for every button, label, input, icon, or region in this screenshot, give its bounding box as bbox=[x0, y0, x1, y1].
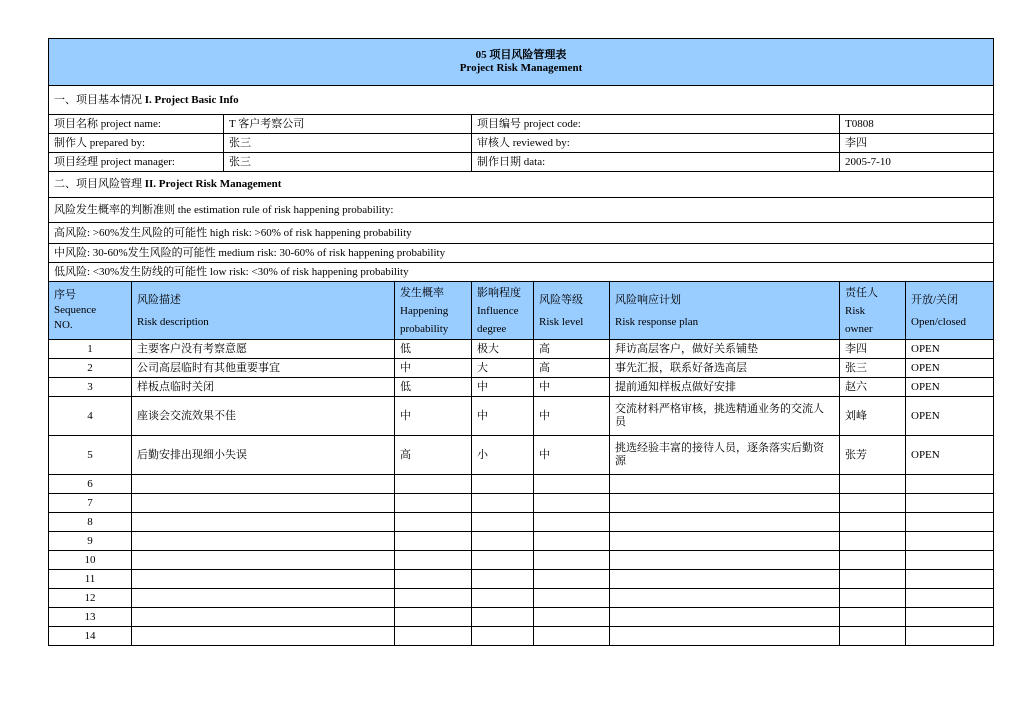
row-owner-cell: 李四 bbox=[840, 340, 906, 359]
row-plan-cell: 提前通知样板点做好安排 bbox=[610, 378, 840, 397]
row-plan-cell bbox=[610, 627, 840, 646]
row-level-cell bbox=[534, 532, 610, 551]
row-level-cell: 中 bbox=[534, 436, 610, 475]
row-impact-cell bbox=[472, 627, 534, 646]
row-desc-cell: 主要客户没有考察意愿 bbox=[132, 340, 395, 359]
row-prob-cell: 低 bbox=[395, 378, 472, 397]
row-desc-cell bbox=[132, 627, 395, 646]
row-seq-cell: 5 bbox=[49, 436, 132, 475]
row-seq-cell: 2 bbox=[49, 359, 132, 378]
info-label: 项目编号 project code: bbox=[472, 115, 840, 134]
row-seq-cell: 7 bbox=[49, 494, 132, 513]
row-plan-cell: 挑选经验丰富的接待人员，逐条落实后勤资源 bbox=[610, 436, 840, 475]
row-prob-cell bbox=[395, 532, 472, 551]
table-row bbox=[49, 513, 994, 532]
row-seq-cell: 12 bbox=[49, 589, 132, 608]
row-status-cell bbox=[906, 532, 994, 551]
info-label: 项目名称 project name: bbox=[49, 115, 224, 134]
row-desc-cell bbox=[132, 589, 395, 608]
row-status-cell: OPEN bbox=[906, 397, 994, 436]
row-seq-cell: 10 bbox=[49, 551, 132, 570]
row-status-cell bbox=[906, 570, 994, 589]
row-seq-cell: 3 bbox=[49, 378, 132, 397]
row-desc-cell: 样板点临时关闭 bbox=[132, 378, 395, 397]
row-prob-cell bbox=[395, 570, 472, 589]
row-level-cell: 高 bbox=[534, 340, 610, 359]
info-row bbox=[49, 153, 994, 172]
row-impact-cell: 小 bbox=[472, 436, 534, 475]
row-seq-cell: 4 bbox=[49, 397, 132, 436]
row-impact-cell bbox=[472, 608, 534, 627]
row-impact-cell: 中 bbox=[472, 397, 534, 436]
row-level-cell bbox=[534, 608, 610, 627]
info-value: T 客户考察公司 bbox=[224, 115, 472, 134]
col-header-impact: 影响程度 Influence degree bbox=[472, 282, 534, 340]
row-status-cell bbox=[906, 494, 994, 513]
row-level-cell bbox=[534, 570, 610, 589]
table-row bbox=[49, 627, 994, 646]
row-plan-cell bbox=[610, 494, 840, 513]
info-label: 项目经理 project manager: bbox=[49, 153, 224, 172]
row-seq-cell: 11 bbox=[49, 570, 132, 589]
risk-rows bbox=[49, 340, 994, 646]
row-seq-cell: 9 bbox=[49, 532, 132, 551]
table-row bbox=[49, 570, 994, 589]
row-level-cell bbox=[534, 551, 610, 570]
table-row bbox=[49, 436, 994, 475]
risk-mgmt-section-en: II. Project Risk Management bbox=[144, 178, 282, 190]
risk-management-sheet bbox=[48, 38, 993, 646]
risk-mgmt-section-cn: 二、项目风险管理 bbox=[54, 178, 142, 190]
table-row bbox=[49, 340, 994, 359]
row-prob-cell bbox=[395, 475, 472, 494]
title-en: Project Risk Management bbox=[459, 62, 583, 74]
info-value: 李四 bbox=[840, 134, 994, 153]
row-desc-cell bbox=[132, 513, 395, 532]
estimation-rule: 风险发生概率的判断准则 the estimation rule of risk happening probability: bbox=[49, 198, 994, 223]
row-impact-cell bbox=[472, 475, 534, 494]
row-seq-cell: 6 bbox=[49, 475, 132, 494]
row-status-cell bbox=[906, 627, 994, 646]
col-header-desc: 风险描述 Risk description bbox=[132, 282, 395, 340]
col-header-owner: 责任人 Risk owner bbox=[840, 282, 906, 340]
row-plan-cell bbox=[610, 608, 840, 627]
table-row bbox=[49, 494, 994, 513]
table-row bbox=[49, 359, 994, 378]
row-prob-cell bbox=[395, 589, 472, 608]
row-level-cell: 中 bbox=[534, 378, 610, 397]
info-value: 2005-7-10 bbox=[840, 153, 994, 172]
info-label: 制作日期 data: bbox=[472, 153, 840, 172]
row-plan-cell bbox=[610, 570, 840, 589]
basic-info-section-en: I. Project Basic Info bbox=[144, 93, 239, 106]
row-desc-cell bbox=[132, 494, 395, 513]
row-impact-cell bbox=[472, 513, 534, 532]
row-owner-cell: 张芳 bbox=[840, 436, 906, 475]
row-desc-cell: 后勤安排出现细小失误 bbox=[132, 436, 395, 475]
row-prob-cell bbox=[395, 627, 472, 646]
row-status-cell bbox=[906, 608, 994, 627]
risk-mgmt-section bbox=[49, 172, 994, 198]
row-prob-cell: 高 bbox=[395, 436, 472, 475]
row-owner-cell: 赵六 bbox=[840, 378, 906, 397]
column-header-row bbox=[49, 282, 994, 340]
row-level-cell bbox=[534, 513, 610, 532]
row-owner-cell: 刘峰 bbox=[840, 397, 906, 436]
row-seq-cell: 8 bbox=[49, 513, 132, 532]
row-level-cell bbox=[534, 589, 610, 608]
row-plan-cell: 事先汇报，联系好备选高层 bbox=[610, 359, 840, 378]
row-plan-cell bbox=[610, 513, 840, 532]
row-owner-cell bbox=[840, 513, 906, 532]
row-level-cell bbox=[534, 494, 610, 513]
risk-table bbox=[48, 38, 994, 646]
row-owner-cell bbox=[840, 494, 906, 513]
info-label: 制作人 prepared by: bbox=[49, 134, 224, 153]
row-plan-cell bbox=[610, 532, 840, 551]
row-desc-cell bbox=[132, 608, 395, 627]
row-desc-cell bbox=[132, 532, 395, 551]
info-label: 审核人 reviewed by: bbox=[472, 134, 840, 153]
row-impact-cell bbox=[472, 494, 534, 513]
row-owner-cell bbox=[840, 570, 906, 589]
row-prob-cell bbox=[395, 608, 472, 627]
row-desc-cell bbox=[132, 475, 395, 494]
row-level-cell bbox=[534, 475, 610, 494]
col-header-prob: 发生概率 Happening probability bbox=[395, 282, 472, 340]
row-owner-cell bbox=[840, 532, 906, 551]
row-status-cell: OPEN bbox=[906, 340, 994, 359]
row-impact-cell: 大 bbox=[472, 359, 534, 378]
col-header-seq: 序号 Sequence NO. bbox=[49, 282, 132, 340]
row-desc-cell: 公司高层临时有其他重要事宜 bbox=[132, 359, 395, 378]
row-status-cell: OPEN bbox=[906, 436, 994, 475]
row-prob-cell: 低 bbox=[395, 340, 472, 359]
info-value: T0808 bbox=[840, 115, 994, 134]
row-owner-cell: 张三 bbox=[840, 359, 906, 378]
row-owner-cell bbox=[840, 608, 906, 627]
row-plan-cell bbox=[610, 551, 840, 570]
row-prob-cell bbox=[395, 513, 472, 532]
row-owner-cell bbox=[840, 589, 906, 608]
row-plan-cell bbox=[610, 475, 840, 494]
row-seq-cell: 13 bbox=[49, 608, 132, 627]
title-cn: 05 项目风险管理表 bbox=[475, 49, 567, 61]
row-impact-cell bbox=[472, 570, 534, 589]
table-row bbox=[49, 589, 994, 608]
row-plan-cell: 交流材料严格审核，挑选精通业务的交流人员 bbox=[610, 397, 840, 436]
info-row bbox=[49, 115, 994, 134]
row-impact-cell bbox=[472, 551, 534, 570]
row-desc-cell bbox=[132, 570, 395, 589]
table-row bbox=[49, 475, 994, 494]
row-impact-cell bbox=[472, 532, 534, 551]
row-status-cell: OPEN bbox=[906, 378, 994, 397]
basic-info-section-cn: 一、项目基本情况 bbox=[54, 93, 142, 106]
col-header-level: 风险等级 Risk level bbox=[534, 282, 610, 340]
basic-info-section bbox=[49, 86, 994, 115]
row-desc-cell bbox=[132, 551, 395, 570]
col-header-status: 开放/关闭 Open/closed bbox=[906, 282, 994, 340]
row-desc-cell: 座谈会交流效果不佳 bbox=[132, 397, 395, 436]
table-row bbox=[49, 397, 994, 436]
row-level-cell: 高 bbox=[534, 359, 610, 378]
row-impact-cell: 中 bbox=[472, 378, 534, 397]
row-status-cell bbox=[906, 475, 994, 494]
row-prob-cell: 中 bbox=[395, 397, 472, 436]
row-plan-cell bbox=[610, 589, 840, 608]
table-row bbox=[49, 551, 994, 570]
row-prob-cell bbox=[395, 551, 472, 570]
row-prob-cell: 中 bbox=[395, 359, 472, 378]
info-value: 张三 bbox=[224, 153, 472, 172]
row-impact-cell: 极大 bbox=[472, 340, 534, 359]
row-plan-cell: 拜访高层客户，做好关系铺垫 bbox=[610, 340, 840, 359]
row-status-cell bbox=[906, 513, 994, 532]
row-seq-cell: 14 bbox=[49, 627, 132, 646]
table-row bbox=[49, 608, 994, 627]
page-title bbox=[49, 39, 994, 86]
medium-risk-rule: 中风险: 30-60%发生风险的可能性 medium risk: 30-60% of risk happening probability bbox=[49, 244, 994, 263]
col-header-plan: 风险响应计划 Risk response plan bbox=[610, 282, 840, 340]
row-prob-cell bbox=[395, 494, 472, 513]
row-owner-cell bbox=[840, 627, 906, 646]
high-risk-rule: 高风险: >60%发生风险的可能性 high risk: >60% of risk happening probability bbox=[49, 223, 994, 244]
row-level-cell bbox=[534, 627, 610, 646]
info-row bbox=[49, 134, 994, 153]
row-owner-cell bbox=[840, 475, 906, 494]
row-status-cell bbox=[906, 551, 994, 570]
row-status-cell bbox=[906, 589, 994, 608]
row-impact-cell bbox=[472, 589, 534, 608]
table-row bbox=[49, 378, 994, 397]
row-level-cell: 中 bbox=[534, 397, 610, 436]
row-owner-cell bbox=[840, 551, 906, 570]
row-seq-cell: 1 bbox=[49, 340, 132, 359]
low-risk-rule: 低风险: <30%发生防线的可能性 low risk: <30% of risk happening probability bbox=[49, 263, 994, 282]
table-row bbox=[49, 532, 994, 551]
info-value: 张三 bbox=[224, 134, 472, 153]
row-status-cell: OPEN bbox=[906, 359, 994, 378]
